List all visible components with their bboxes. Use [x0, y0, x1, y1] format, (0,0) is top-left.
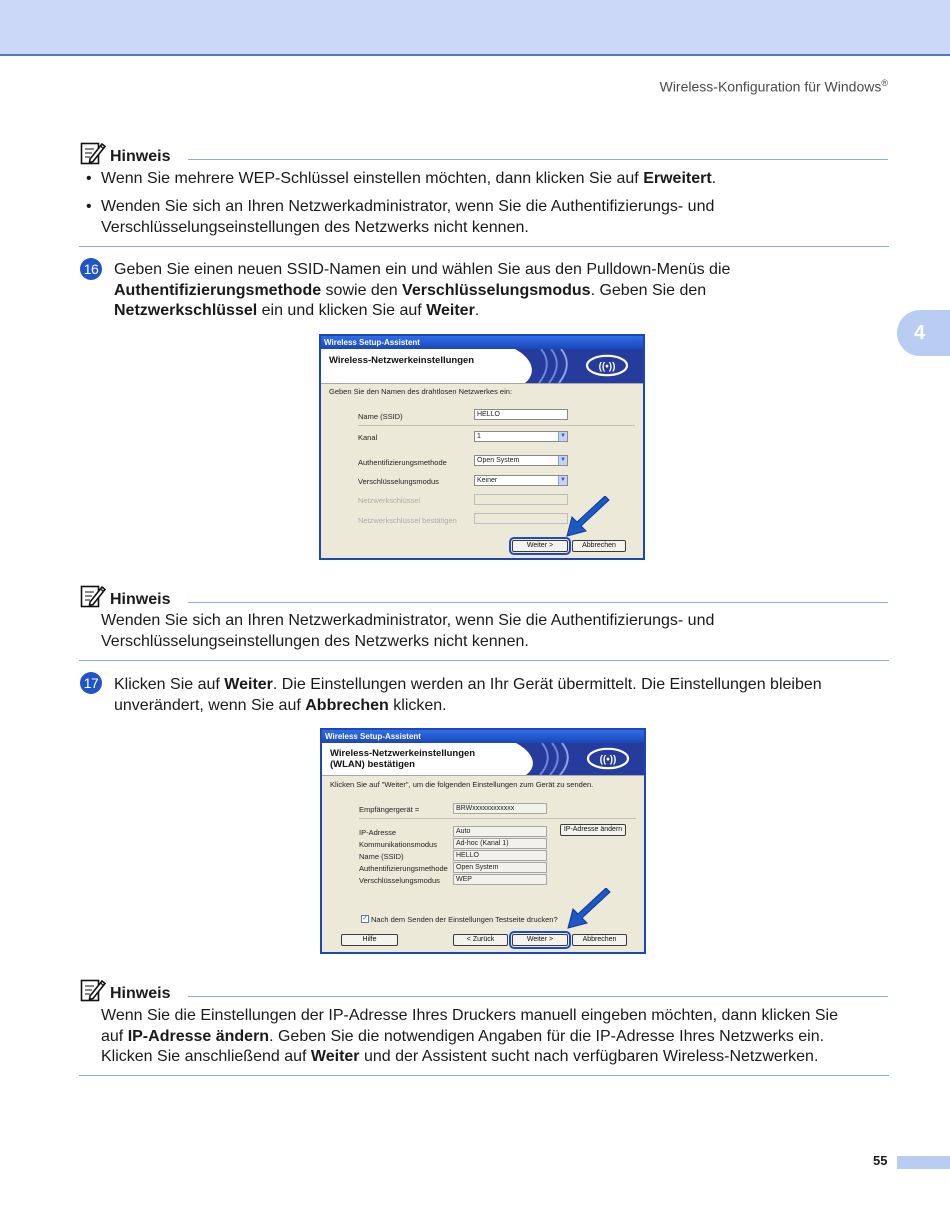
note1-bullet-2: Wenden Sie sich an Ihren Netzwerkadministrator, wenn Sie die Authentifizierungs- und Verschlüsselungseinstellungen des Netzwerks nicht kennen.: [101, 198, 715, 236]
note-end-rule: [79, 1075, 889, 1076]
note-rule: [188, 159, 888, 160]
note-pencil-icon: [80, 583, 106, 609]
dialog-titlebar: Wireless Setup-Assistent: [321, 336, 643, 349]
dialog-banner: [322, 743, 644, 776]
encryption-mode-select[interactable]: Keiner ▼: [474, 475, 568, 486]
chapter-tab: 4: [897, 310, 950, 356]
svg-text:((•)): ((•)): [598, 361, 616, 373]
note-pencil-icon: [80, 140, 106, 166]
wireless-signal-icon: [515, 349, 643, 383]
svg-text:((•)): ((•)): [599, 754, 617, 766]
confirm-settings-dialog: [320, 728, 646, 954]
encryption-mode-label: Verschlüsselungsmodus: [358, 477, 439, 486]
note2-text: Wenden Sie sich an Ihren Netzwerkadministrator, wenn Sie die Authentifizierungs- und Verschlüsselungseinstellungen des Netzwerks nicht kennen.: [101, 612, 715, 650]
dialog-banner-title: Wireless-Netzwerkeinstellungen (WLAN) bestätigen: [330, 748, 476, 770]
comm-mode-label: Kommunikationsmodus: [359, 840, 437, 849]
note-end-rule: [79, 660, 889, 661]
back-button[interactable]: < Zurück: [453, 934, 508, 946]
page-number: 55: [873, 1153, 888, 1168]
note3-text: Wenn Sie die Einstellungen der IP-Adresse Ihres Druckers manuell eingeben möchten, dann klicken Sie auf IP-Adresse ändern. Geben Sie die notwendigen Angaben für die IP-Adresse Ihres Netzwerks ein. Klicken Sie anschließend auf Weiter und der Assistent sucht nach verfügbaren Wireless-Netzwerken.: [101, 1007, 838, 1065]
pointer-arrow-icon: [565, 496, 613, 540]
cancel-button[interactable]: Abbrechen: [572, 540, 626, 552]
auth-method-select[interactable]: Open System ▼: [474, 455, 568, 466]
next-button[interactable]: Weiter >: [512, 934, 568, 946]
ssid-label: Name (SSID): [358, 412, 403, 421]
note-rule: [188, 602, 888, 603]
next-button[interactable]: Weiter >: [512, 540, 568, 552]
chevron-down-icon: ▼: [558, 476, 567, 485]
chevron-down-icon: ▼: [558, 456, 567, 465]
network-key-input[interactable]: [474, 494, 568, 505]
comm-mode-value: Ad-hoc (Kanal 1): [453, 838, 547, 849]
note1-bullet-1: Wenn Sie mehrere WEP-Schlüssel einstellen möchten, dann klicken Sie auf Erweitert.: [101, 170, 717, 187]
note-title: Hinweis: [110, 985, 171, 1002]
bullet-marker: •: [86, 198, 92, 215]
step-number-17: 17: [80, 672, 102, 694]
instruction-text: Klicken Sie auf "Weiter", um die folgenden Einstellungen zum Gerät zu senden.: [330, 780, 594, 789]
header-band: [0, 0, 950, 56]
ssid-input[interactable]: HELLO: [474, 409, 568, 420]
ip-address-value: Auto: [453, 826, 547, 837]
receiver-label: Empfängergerät =: [359, 805, 420, 814]
dialog-banner-title: Wireless-Netzwerkeinstellungen: [329, 355, 475, 366]
dialog-titlebar: Wireless Setup-Assistent: [322, 730, 644, 743]
dialog-separator: [358, 425, 635, 426]
instruction-text: Geben Sie den Namen des drahtlosen Netzwerkes ein:: [329, 387, 513, 396]
ssid-label: Name (SSID): [359, 852, 404, 861]
dialog-banner: [321, 349, 643, 384]
network-key-label: Netzwerkschlüssel: [358, 496, 421, 505]
note-title: Hinweis: [110, 148, 171, 165]
note-pencil-icon: [80, 977, 106, 1003]
dialog-separator: [359, 818, 636, 819]
wireless-settings-dialog: [319, 334, 645, 560]
step17-text: Klicken Sie auf Weiter. Die Einstellungen werden an Ihr Gerät übermittelt. Die Einstellungen bleiben unverändert, wenn Sie auf Abbrechen klicken.: [114, 676, 822, 714]
cancel-button[interactable]: Abbrechen: [572, 934, 627, 946]
note-title: Hinweis: [110, 591, 171, 608]
print-test-page-label: Nach dem Senden der Einstellungen Testseite drucken?: [371, 915, 558, 924]
network-key-confirm-input[interactable]: [474, 513, 568, 524]
step-number-16: 16: [80, 258, 102, 280]
auth-method-label: Authentifizierungsmethode: [358, 458, 447, 467]
wireless-signal-icon: [516, 743, 644, 775]
note-rule: [188, 996, 888, 997]
auth-method-value: Open System: [453, 862, 547, 873]
ip-address-label: IP-Adresse: [359, 828, 397, 837]
encryption-mode-label: Verschlüsselungsmodus: [359, 876, 440, 885]
channel-label: Kanal: [358, 433, 378, 442]
pointer-arrow-icon: [566, 888, 614, 932]
receiver-value: BRWxxxxxxxxxxxx: [453, 803, 547, 814]
ip-address-change-button[interactable]: IP-Adresse ändern: [560, 824, 626, 836]
ssid-value: HELLO: [453, 850, 547, 861]
auth-method-label: Authentifizierungsmethode: [359, 864, 448, 873]
running-title: Wireless-Konfiguration für Windows®: [659, 78, 888, 95]
network-key-confirm-label: Netzwerkschlüssel bestätigen: [358, 516, 457, 525]
bullet-marker: •: [86, 170, 92, 187]
print-test-page-checkbox[interactable]: ✓: [362, 915, 368, 922]
encryption-mode-value: WEP: [453, 874, 547, 885]
chevron-down-icon: ▼: [558, 432, 567, 441]
step16-text: Geben Sie einen neuen SSID-Namen ein und wählen Sie aus den Pulldown-Menüs die Authentifizierungsmethode sowie den Verschlüsselungsmodus. Geben Sie den Netzwerkschlüssel ein und klicken Sie auf Weiter.: [114, 261, 731, 319]
note-end-rule: [79, 246, 889, 247]
help-button[interactable]: Hilfe: [341, 934, 398, 946]
channel-select[interactable]: 1 ▼: [474, 431, 568, 442]
page-number-band: [897, 1156, 950, 1169]
